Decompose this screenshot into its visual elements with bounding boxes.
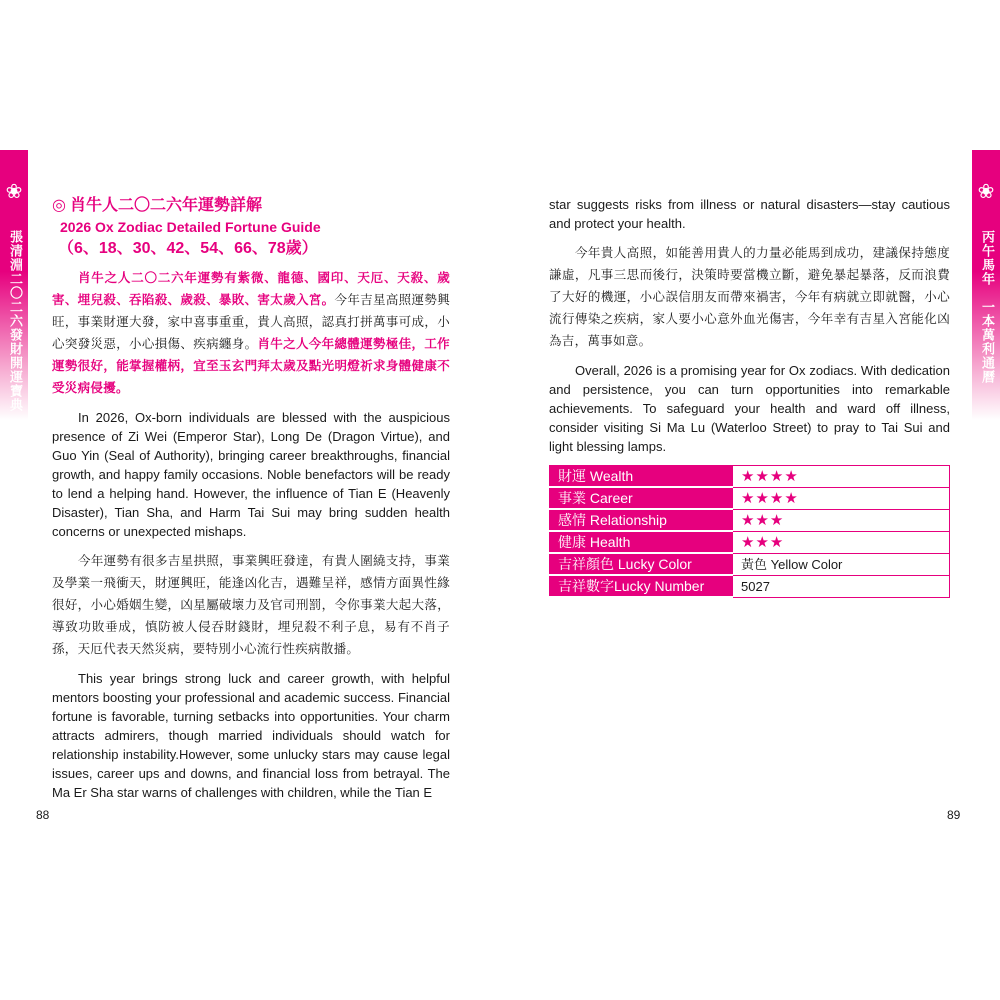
highlight-text: 肖牛之人二〇二六年運勢有紫微、龍德、國印、天厄、天殺、歲害、埋兒殺、吞陷殺、歲殺、暴敗、害太歲入宮。 bbox=[52, 270, 450, 307]
double-circle-icon: ◎ bbox=[52, 197, 66, 214]
page-number-left: 88 bbox=[36, 808, 50, 822]
left-page bbox=[52, 195, 450, 811]
table-row bbox=[550, 487, 950, 509]
table-value: 黃色 Yellow Color bbox=[733, 553, 950, 575]
right-page bbox=[549, 195, 950, 598]
table-row bbox=[550, 575, 950, 597]
paragraph-en: In 2026, Ox-born individuals are blessed with the auspicious presence of Zi Wei (Emperor Star), Long De (Dragon Virtue), and Guo Yin (Seal of Authority), bringing career breakthroughs, financial growth, and happy family occasions. Noble benefactors will be ready to lend a helping hand. However, the influence of Tian E (Heavenly Disaster), Tian Sha, and Harm Tai Sui may bring sudden health concerns or unexpected mishaps. bbox=[52, 410, 450, 539]
left-tab-text: 張清淵二〇二六發財開運寶典 bbox=[7, 230, 22, 412]
heading-en: 2026 Ox Zodiac Detailed Fortune Guide bbox=[60, 219, 321, 235]
right-side-tab bbox=[972, 150, 1000, 420]
table-label: 吉祥數字Lucky Number bbox=[550, 575, 733, 597]
paragraph-en: Overall, 2026 is a promising year for Ox zodiacs. With dedication and persistence, you can turn opportunities into remarkable achievements. To safeguard your health and ward off illness, consider visiting Si Ma Lu (Waterloo Street) to pray to Tai Sui and light blessing lamps. bbox=[549, 363, 950, 454]
right-tab-text-2: 一本萬利通曆 bbox=[979, 300, 994, 384]
highlight-text: 肖牛之人今年總體運勢極佳，工作運勢很好，能掌握權柄，宜至玉玄門拜太歲及點光明燈祈求身體健康不受災病侵擾。 bbox=[52, 336, 450, 395]
table-value: ★★★★ bbox=[733, 466, 950, 488]
table-value: ★★★ bbox=[733, 509, 950, 531]
paragraph-en: star suggests risks from illness or natural disasters—stay cautious and protect your health. bbox=[549, 197, 950, 231]
right-tab-text bbox=[976, 230, 996, 384]
table-label: 感情 Relationship bbox=[550, 509, 733, 531]
table-label: 事業 Career bbox=[550, 487, 733, 509]
table-value: ★★★★ bbox=[733, 487, 950, 509]
page-number-right: 89 bbox=[947, 808, 961, 822]
ages-line: （6、18、30、42、54、66、78歲） bbox=[58, 240, 318, 257]
paragraph-zh: 今年貴人高照，如能善用貴人的力量必能馬到成功，建議保持態度謙虛，凡事三思而後行，決策時要當機立斷，避免暴起暴落，反而浪費了大好的機運，小心誤信朋友而帶來禍害，今年有病就立即就醫，小心流行傳染之疾病，家人要小心意外血光傷害，今年幸有吉星入宮能化凶為吉，萬事如意。 bbox=[549, 245, 950, 348]
table-label: 吉祥顏色 Lucky Color bbox=[550, 553, 733, 575]
intro-paragraph-zh bbox=[52, 267, 450, 399]
table-value: ★★★ bbox=[733, 531, 950, 553]
table-row bbox=[550, 466, 950, 488]
right-tab-text-1: 丙午馬年 bbox=[979, 230, 994, 286]
fortune-table bbox=[549, 465, 950, 598]
left-side-tab bbox=[0, 150, 28, 420]
table-label: 健康 Health bbox=[550, 531, 733, 553]
paragraph-en: This year brings strong luck and career growth, with helpful mentors boosting your professional and academic success. Financial fortune is favorable, turning setbacks into opportunities. Your charm attracts admirers, though married individuals should watch for relationship instability.However, some unlucky stars may cause legal issues, career ups and downs, and financial loss from betrayal. The Ma Er Sha star warns of challenges with children, while the Tian E bbox=[52, 671, 450, 800]
table-row bbox=[550, 553, 950, 575]
table-row bbox=[550, 531, 950, 553]
ornament-icon: ❀ bbox=[977, 181, 995, 203]
ornament-icon: ❀ bbox=[5, 181, 23, 203]
paragraph-zh: 今年運勢有很多吉星拱照，事業興旺發達，有貴人圍繞支持，事業及學業一飛衝天，財運興旺，能逢凶化吉，遇難呈祥，感情方面異性緣很好，小心婚姻生變，凶星屬破壞力及官司刑罰，令你事業大起大落，導致功敗垂成，慎防被人侵吞財錢財，埋兒殺不利子息，易有不肖子孫，天厄代表天然災病，要特別小心流行性疾病散播。 bbox=[52, 553, 450, 656]
plain-text: 今年吉星高照運勢興旺，事業財運大發，家中喜事重重，貴人高照，認真打拼萬事可成，小心突發災惡，小心損傷、疾病纏身。 bbox=[52, 292, 451, 351]
table-label: 財運 Wealth bbox=[550, 466, 733, 488]
table-value: 5027 bbox=[733, 575, 950, 597]
heading-zh: ◎ 肖牛人二〇二六年運勢詳解 bbox=[52, 197, 262, 214]
table-row bbox=[550, 509, 950, 531]
